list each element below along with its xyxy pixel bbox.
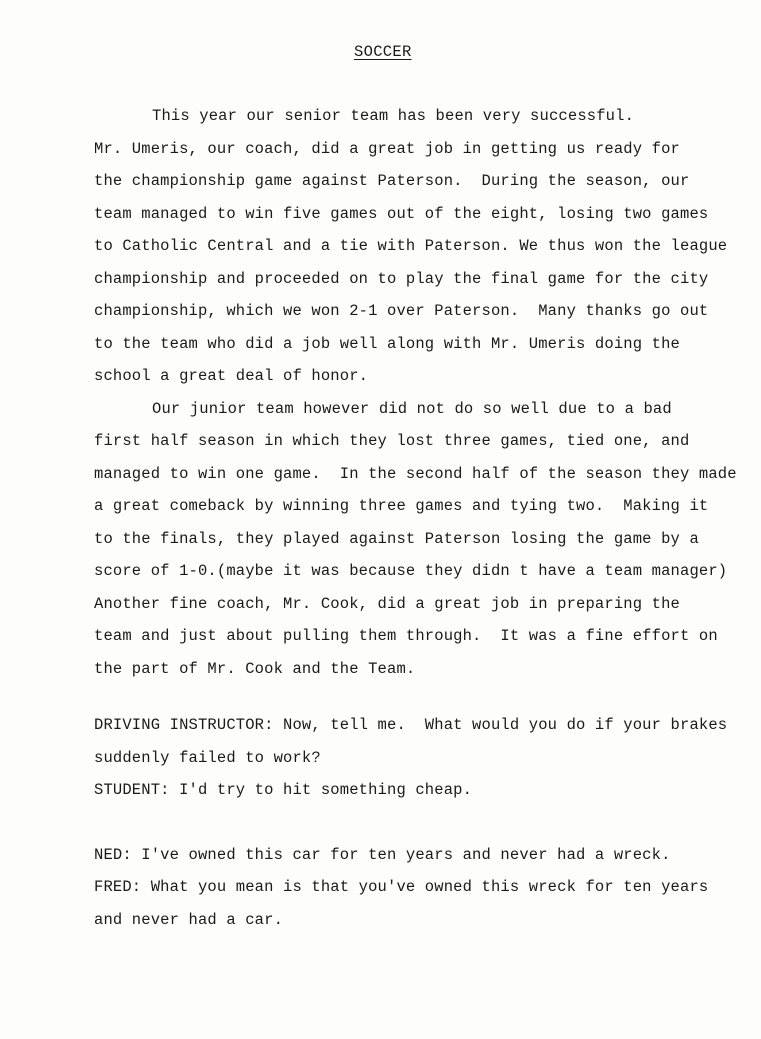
paragraph-line: championship, which we won 2-1 over Paterson. Many thanks go out <box>94 302 709 320</box>
paragraph-line: score of 1-0.(maybe it was because they didn t have a team manager) <box>94 562 728 580</box>
joke-line: DRIVING INSTRUCTOR: Now, tell me. What would you do if your brakes <box>94 716 728 734</box>
paragraph-line: team managed to win five games out of the eight, losing two games <box>94 205 709 223</box>
paragraph-line: Another fine coach, Mr. Cook, did a great job in preparing the <box>94 595 680 613</box>
joke-line: NED: I've owned this car for ten years and never had a wreck. <box>94 846 671 864</box>
paragraph-line: Our junior team however did not do so well due to a bad <box>152 400 672 418</box>
paragraph-line: first half season in which they lost three games, tied one, and <box>94 432 690 450</box>
paragraph-line: championship and proceeded on to play the final game for the city <box>94 270 709 288</box>
paragraph-line: managed to win one game. In the second half of the season they made <box>94 465 737 483</box>
paragraph-line: the championship game against Paterson. During the season, our <box>94 172 690 190</box>
paragraph-line: team and just about pulling them through. It was a fine effort on <box>94 627 718 645</box>
paragraph-line: to the finals, they played against Paterson losing the game by a <box>94 530 699 548</box>
paragraph-line: Mr. Umeris, our coach, did a great job in getting us ready for <box>94 140 680 158</box>
paragraph-line: to Catholic Central and a tie with Paterson. We thus won the league <box>94 237 728 255</box>
paragraph-line: to the team who did a job well along with Mr. Umeris doing the <box>94 335 680 353</box>
joke-line: STUDENT: I'd try to hit something cheap. <box>94 781 473 799</box>
joke-line: suddenly failed to work? <box>94 749 321 767</box>
paragraph-line: school a great deal of honor. <box>94 367 369 385</box>
paragraph-line: This year our senior team has been very successful. <box>152 107 635 125</box>
joke-line: FRED: What you mean is that you've owned this wreck for ten years <box>94 878 709 896</box>
paragraph-line: a great comeback by winning three games and tying two. Making it <box>94 497 709 515</box>
page-title: SOCCER <box>354 43 412 61</box>
joke-line: and never had a car. <box>94 911 284 929</box>
paragraph-line: the part of Mr. Cook and the Team. <box>94 660 416 678</box>
